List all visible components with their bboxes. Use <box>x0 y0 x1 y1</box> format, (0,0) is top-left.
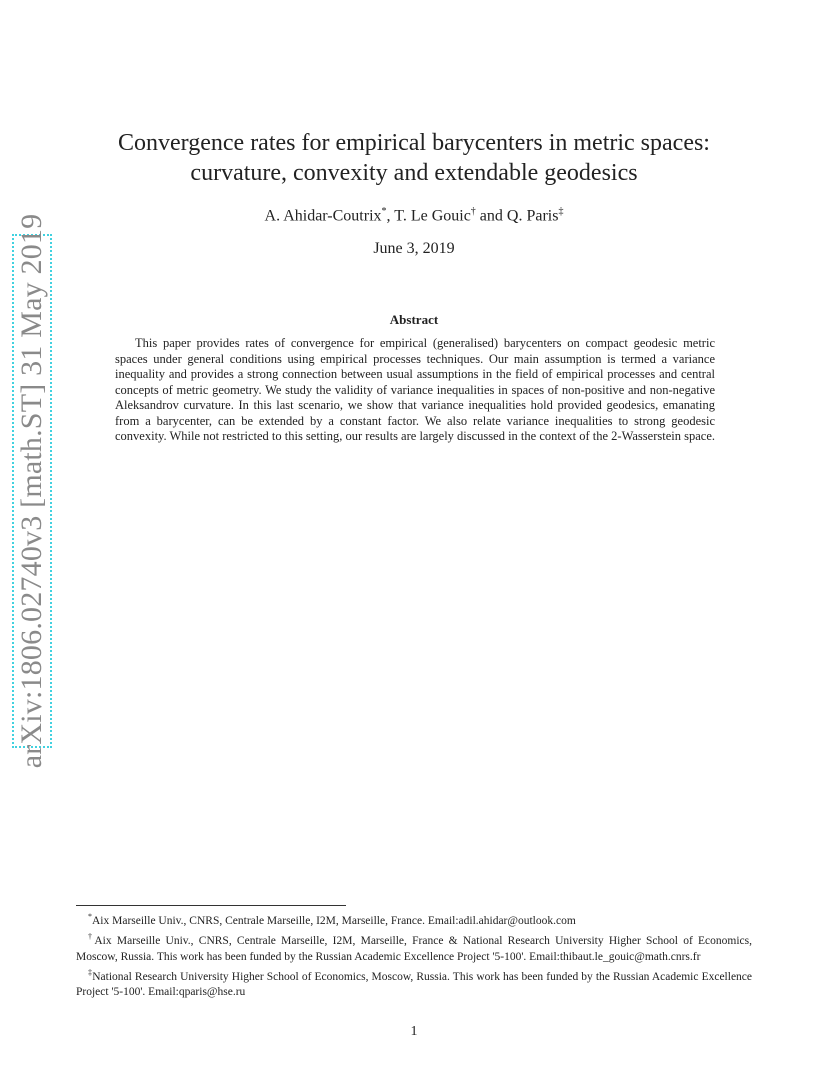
footnote-mark: * <box>88 912 92 921</box>
author-name: T. Le Gouic <box>394 207 471 225</box>
title-line-2: curvature, convexity and extendable geodesics <box>190 160 638 186</box>
footnote-divider <box>76 905 346 906</box>
footnote-mark: ‡ <box>558 206 564 217</box>
abstract-body: This paper provides rates of convergence for empirical (generalised) barycenters on compact geodesic metric spaces under general conditions using empirical processes techniques. Our main assumption is termed a variance inequality and provides a strong connection between usual assumptions in the field of empirical processes and central concepts of metric geometry. We study the validity of variance inequalities in spaces of non-positive and non-negative Aleksandrov curvature. In this last scenario, we show that variance inequalities hold provided geodesics, emanating from a barycenter, can be extended by a constant factor. We also relate variance inequalities to strong geodesic convexity. While not restricted to this setting, our results are largely discussed in the context of the 2-Wasserstein space. <box>115 336 715 443</box>
footnotes <box>76 909 752 1001</box>
page-number: 1 <box>410 1024 418 1039</box>
footnote-text: Aix Marseille Univ., CNRS, Centrale Marseille, I2M, Marseille, France & National Research University Higher School of Economics, Moscow, Russia. This work has been funded by the Russian Academic Excellence Project '5-100'. Email:thibaut.le_gouic@math.cnrs.fr <box>76 935 753 963</box>
author-list: A. Ahidar-Coutrix*, T. Le Gouic† and Q. Paris‡ <box>264 206 564 225</box>
footnote-mark: † <box>88 932 95 942</box>
abstract-heading: Abstract <box>389 312 439 327</box>
footnote-text: National Research University Higher School of Economics, Moscow, Russia. This work has been funded by the Russian Academic Excellence Project '5-100'. Email:qparis@hse.ru <box>76 970 753 999</box>
footnote-text: Aix Marseille Univ., CNRS, Centrale Marseille, I2M, Marseille, France. Email:adil.ahidar@outlook.com <box>92 914 576 927</box>
author-conjunction: and <box>479 207 503 225</box>
footnote <box>76 909 752 929</box>
footnote-mark: ‡ <box>88 968 93 978</box>
title-line-1: Convergence rates for empirical barycenters in metric spaces: <box>118 130 710 156</box>
footnote-mark: * <box>381 206 387 217</box>
author-name: A. Ahidar-Coutrix <box>264 207 382 225</box>
publication-date: June 3, 2019 <box>373 240 455 257</box>
footnote-mark: † <box>470 206 476 217</box>
paper-title <box>76 128 752 188</box>
footnote <box>76 965 752 1001</box>
arxiv-identifier[interactable]: arXiv:1806.02740v3 [math.ST] 31 May 2019 <box>15 213 48 769</box>
footnote <box>76 929 752 965</box>
author-name: Q. Paris <box>506 207 559 225</box>
